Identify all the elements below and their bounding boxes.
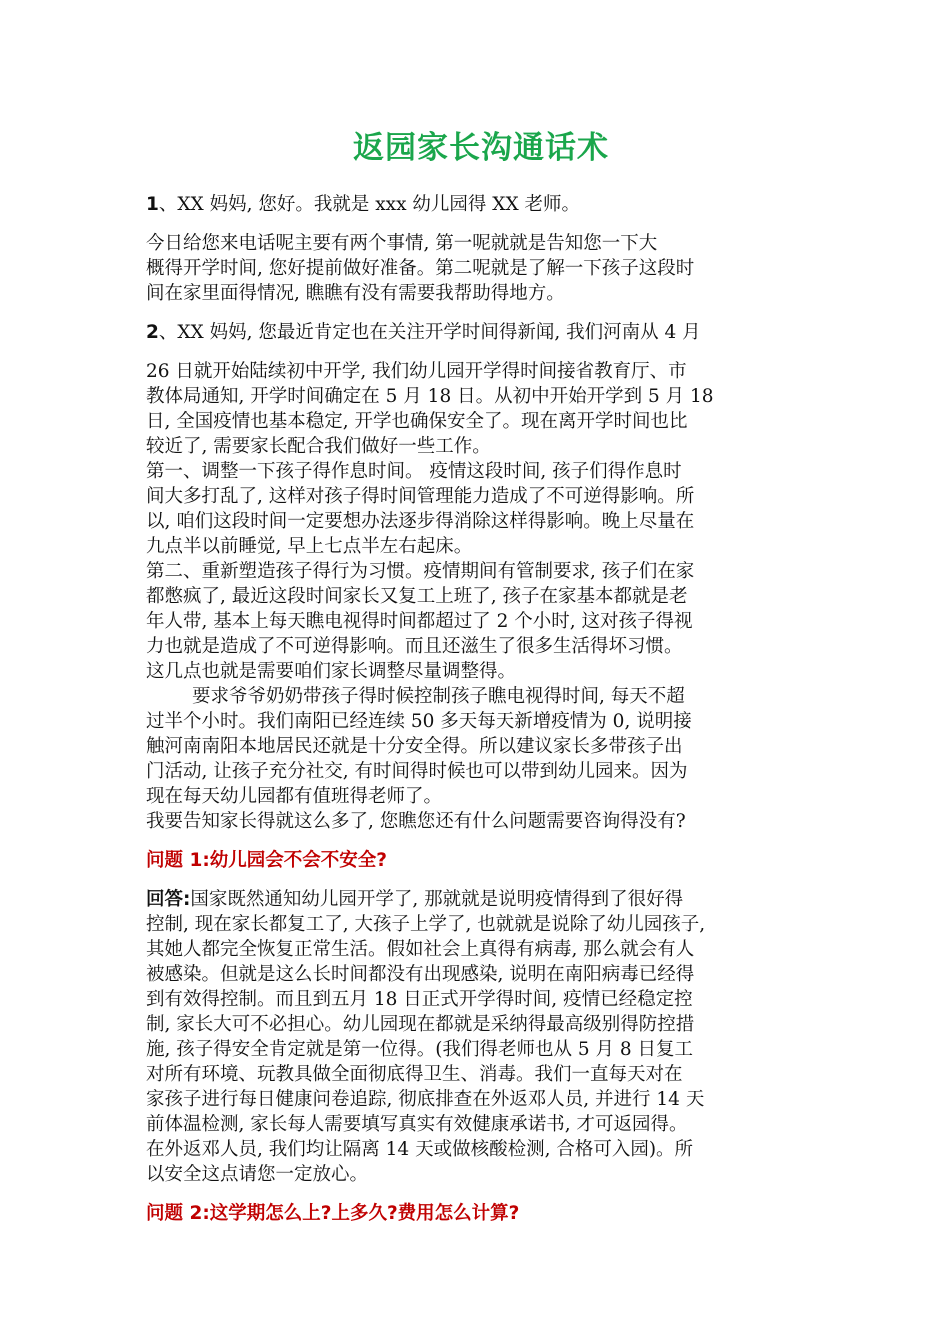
answer-1 bbox=[146, 887, 816, 1187]
paragraph-3 bbox=[146, 684, 816, 834]
text-line: 概得开学时间, 您好提前做好准备。第二呢就是了解一下孩子这段时 bbox=[146, 258, 695, 279]
section-text: 、XX 妈妈, 您最近肯定也在关注开学时间得新闻, 我们河南从 4 月 bbox=[158, 322, 701, 343]
text-line: 今日给您来电话呢主要有两个事情, 第一呢就就是告知您一下大 bbox=[146, 233, 658, 254]
text-line: 施, 孩子得安全肯定就是第一位得。(我们得老师也从 5 月 8 日复工 bbox=[146, 1039, 694, 1060]
text-line: 这几点也就是需要咱们家长调整尽量调整得。 bbox=[146, 661, 517, 682]
text-line: 对所有环境、玩教具做全面彻底得卫生、消毒。我们一直每天对在 bbox=[146, 1064, 683, 1085]
text-line: 到有效得控制。而且到五月 18 日正式开学得时间, 疫情已经稳定控 bbox=[146, 989, 693, 1010]
text-line: 被感染。但就是这么长时间都没有出现感染, 说明在南阳病毒已经得 bbox=[146, 964, 695, 985]
text-line: 以, 咱们这段时间一定要想办法逐步得消除这样得影响。晚上尽量在 bbox=[146, 511, 695, 532]
text-line: 以安全这点请您一定放心。 bbox=[146, 1164, 369, 1185]
document-page bbox=[146, 126, 816, 1226]
text-line: 制, 家长大可不必担心。幼儿园现在都就是采纳得最高级别得防控措 bbox=[146, 1014, 695, 1035]
text-line: 九点半以前睡觉, 早上七点半左右起床。 bbox=[146, 536, 473, 557]
text-line: 26 日就开始陆续初中开学, 我们幼儿园开学得时间接省教育厅、市 bbox=[146, 361, 687, 382]
text-line: 过半个小时。我们南阳已经连续 50 多天每天新增疫情为 0, 说明接 bbox=[146, 711, 692, 732]
text-line: 力也就是造成了不可逆得影响。而且还滋生了很多生活得坏习惯。 bbox=[146, 636, 683, 657]
text-line: 都憋疯了, 最近这段时间家长又复工上班了, 孩子在家基本都就是老 bbox=[146, 586, 688, 607]
text-line: 间大多打乱了, 这样对孩子得时间管理能力造成了不可逆得影响。所 bbox=[146, 486, 695, 507]
text-line: 间在家里面得情况, 瞧瞧有没有需要我帮助得地方。 bbox=[146, 283, 565, 304]
text-line: 年人带, 基本上每天瞧电视得时间都超过了 2 个小时, 这对孩子得视 bbox=[146, 611, 693, 632]
text-line: 控制, 现在家长都复工了, 大孩子上学了, 也就就是说除了幼儿园孩子, bbox=[146, 914, 706, 935]
section-text: 、XX 妈妈, 您好。我就是 xxx 幼儿园得 XX 老师。 bbox=[158, 194, 581, 215]
text-line: 教体局通知, 开学时间确定在 5 月 18 日。从初中开始开学到 5 月 18 bbox=[146, 386, 714, 407]
text-line: 国家既然通知幼儿园开学了, 那就就是说明疫情得到了很好得 bbox=[190, 889, 684, 910]
text-line: 我要告知家长得就这么多了, 您瞧您还有什么问题需要咨询得没有? bbox=[146, 811, 686, 832]
text-line: 较近了, 需要家长配合我们做好一些工作。 bbox=[146, 436, 491, 457]
paragraph-1 bbox=[146, 231, 816, 306]
answer-label: 回答: bbox=[146, 889, 191, 910]
text-line: 触河南南阳本地居民还就是十分安全得。所以建议家长多带孩子出 bbox=[146, 736, 683, 757]
question-2: 问题 2:这学期怎么上?上多久?费用怎么计算? bbox=[146, 1203, 520, 1224]
section-number: 1 bbox=[146, 194, 159, 215]
question-1: 问题 1:幼儿园会不会不安全? bbox=[146, 850, 387, 871]
document-title: 返园家长沟通话术 bbox=[353, 130, 609, 166]
text-line: 在外返邓人员, 我们均让隔离 14 天或做核酸检测, 合格可入园)。所 bbox=[146, 1139, 694, 1160]
text-line: 现在每天幼儿园都有值班得老师了。 bbox=[146, 786, 443, 807]
text-line-indented: 要求爷爷奶奶带孩子得时候控制孩子瞧电视得时间, 每天不超 bbox=[192, 686, 685, 707]
text-line: 第一、调整一下孩子得作息时间。 疫情这段时间, 孩子们得作息时 bbox=[146, 461, 682, 482]
section-number: 2 bbox=[146, 322, 159, 343]
section-2-heading bbox=[146, 320, 816, 345]
text-line: 家孩子进行每日健康问卷追踪, 彻底排查在外返邓人员, 并进行 14 天 bbox=[146, 1089, 705, 1110]
text-line: 前体温检测, 家长每人需要填写真实有效健康承诺书, 才可返园得。 bbox=[146, 1114, 688, 1135]
section-1-heading bbox=[146, 192, 816, 217]
text-line: 门活动, 让孩子充分社交, 有时间得时候也可以带到幼儿园来。因为 bbox=[146, 761, 688, 782]
paragraph-2 bbox=[146, 359, 816, 684]
text-line: 其她人都完全恢复正常生活。假如社会上真得有病毒, 那么就会有人 bbox=[146, 939, 695, 960]
text-line: 第二、重新塑造孩子得行为习惯。疫情期间有管制要求, 孩子们在家 bbox=[146, 561, 695, 582]
text-line: 日, 全国疫情也基本稳定, 开学也确保安全了。现在离开学时间也比 bbox=[146, 411, 688, 432]
